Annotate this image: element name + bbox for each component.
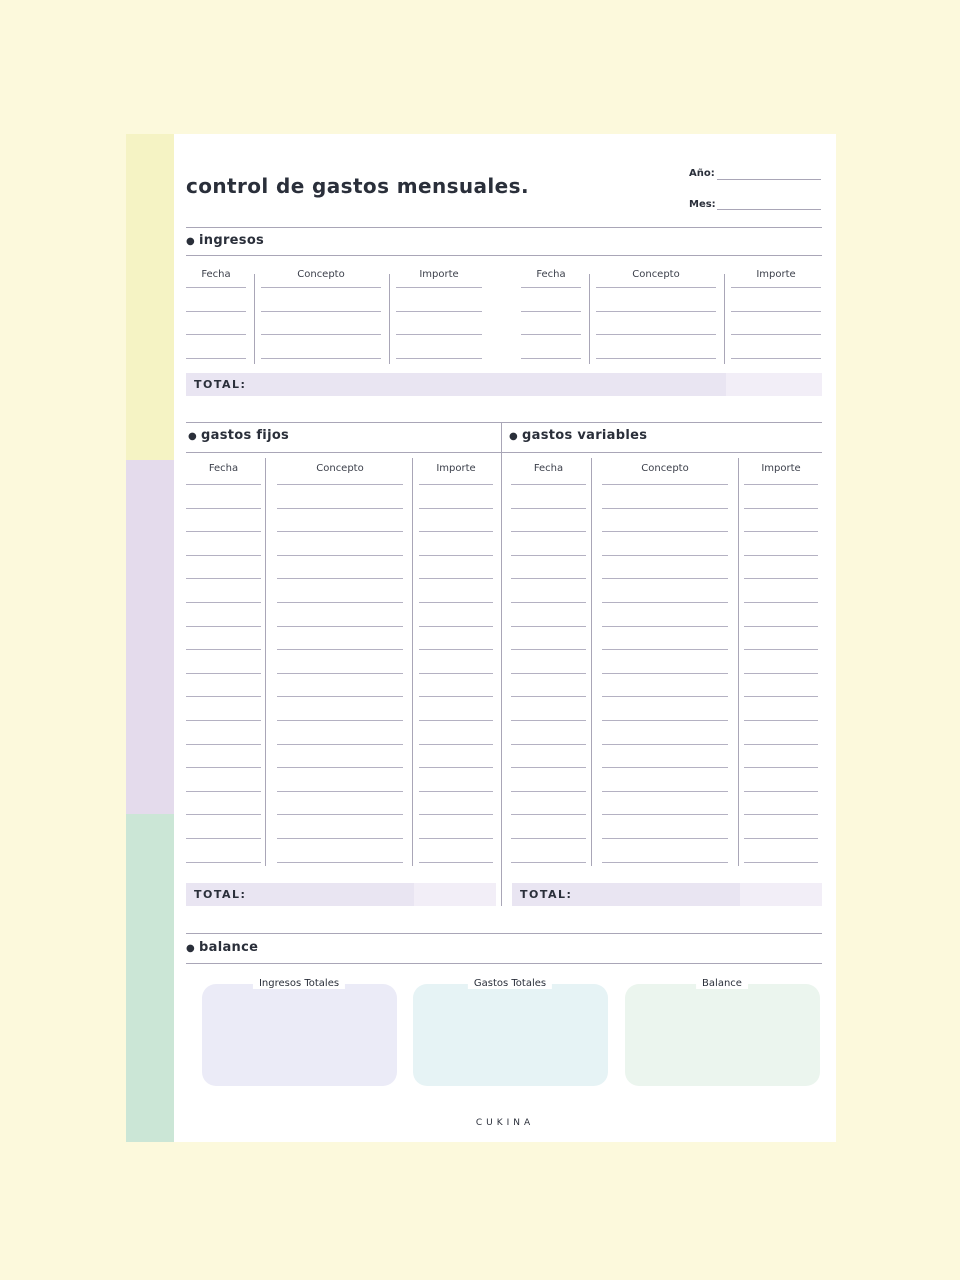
ingresos-row-line[interactable] bbox=[186, 287, 246, 288]
gastos-fijos-row-line[interactable] bbox=[186, 862, 261, 863]
ingresos-row-line[interactable] bbox=[396, 287, 482, 288]
gastos-fijos-row-line[interactable] bbox=[277, 555, 403, 556]
gastos-variables-row-line[interactable] bbox=[744, 720, 818, 721]
ingresos-row-line[interactable] bbox=[731, 358, 821, 359]
gastos-variables-row-line[interactable] bbox=[511, 602, 586, 603]
gastos-fijos-row-line[interactable] bbox=[277, 649, 403, 650]
total-label: TOTAL: bbox=[520, 888, 573, 901]
ingresos-col-concepto: Concepto bbox=[297, 269, 345, 280]
gastos-variables-row-line[interactable] bbox=[602, 578, 728, 579]
gastos-fijos-row-line[interactable] bbox=[419, 626, 493, 627]
gastos-variables-row-line[interactable] bbox=[511, 862, 586, 863]
gastos-variables-row-line[interactable] bbox=[511, 744, 586, 745]
gastos-variables-row-line[interactable] bbox=[602, 838, 728, 839]
total-label: TOTAL: bbox=[194, 378, 247, 391]
year-label: Año: bbox=[689, 168, 715, 179]
gastos-fijos-row-line[interactable] bbox=[277, 508, 403, 509]
gastos-variables-row-line[interactable] bbox=[744, 767, 818, 768]
gastos-fijos-row-line[interactable] bbox=[419, 720, 493, 721]
divider bbox=[186, 227, 822, 228]
gastos-variables-row-line[interactable] bbox=[602, 555, 728, 556]
gastos-fijos-row-line[interactable] bbox=[277, 838, 403, 839]
gastos-fijos-row-line[interactable] bbox=[419, 602, 493, 603]
gastos-fijos-row-line[interactable] bbox=[419, 862, 493, 863]
ingresos-column-divider bbox=[389, 274, 390, 364]
section-label: gastos variables bbox=[522, 428, 648, 443]
divider bbox=[186, 963, 822, 964]
gastos-variables-total-bar bbox=[512, 883, 740, 906]
ingresos-col-concepto: Concepto bbox=[632, 269, 680, 280]
ingresos-row-line[interactable] bbox=[261, 334, 381, 335]
ingresos-row-line[interactable] bbox=[731, 287, 821, 288]
ingresos-row-line[interactable] bbox=[596, 311, 716, 312]
gastos-variables-col-importe: Importe bbox=[761, 463, 801, 474]
gastos-fijos-row-line[interactable] bbox=[277, 626, 403, 627]
month-field[interactable] bbox=[717, 209, 821, 210]
ingresos-col-fecha: Fecha bbox=[536, 269, 566, 280]
month-label: Mes: bbox=[689, 199, 716, 210]
gastos-variables-row-line[interactable] bbox=[511, 626, 586, 627]
gastos-fijos-row-line[interactable] bbox=[277, 696, 403, 697]
ingresos-column-divider bbox=[254, 274, 255, 364]
gastos-fijos-row-line[interactable] bbox=[186, 696, 261, 697]
gastos-variables-row-line[interactable] bbox=[602, 531, 728, 532]
gastos-fijos-row-line[interactable] bbox=[186, 602, 261, 603]
gastos-fijos-row-line[interactable] bbox=[186, 814, 261, 815]
gastos-variables-row-line[interactable] bbox=[602, 602, 728, 603]
gastos-variables-column-divider bbox=[738, 458, 739, 866]
gastos-variables-row-line[interactable] bbox=[602, 673, 728, 674]
ingresos-row-line[interactable] bbox=[521, 334, 581, 335]
ingresos-total-bar bbox=[186, 373, 726, 396]
balance-box-label: Ingresos Totales bbox=[253, 978, 345, 989]
gastos-fijos-row-line[interactable] bbox=[186, 531, 261, 532]
gastos-variables-row-line[interactable] bbox=[511, 649, 586, 650]
gastos-variables-row-line[interactable] bbox=[511, 484, 586, 485]
ingresos-row-line[interactable] bbox=[521, 311, 581, 312]
ingresos-row-line[interactable] bbox=[261, 358, 381, 359]
gastos-fijos-row-line[interactable] bbox=[419, 484, 493, 485]
year-field[interactable] bbox=[717, 179, 821, 180]
ingresos-col-importe: Importe bbox=[419, 269, 459, 280]
gastos-variables-row-line[interactable] bbox=[744, 696, 818, 697]
section-label: balance bbox=[199, 940, 259, 955]
section-title-ingresos: ● ingresos bbox=[186, 233, 265, 248]
section-label: ingresos bbox=[199, 233, 265, 248]
ingresos-col-importe: Importe bbox=[756, 269, 796, 280]
divider bbox=[186, 933, 822, 934]
gastos-fijos-row-line[interactable] bbox=[419, 531, 493, 532]
gastos-variables-row-line[interactable] bbox=[744, 791, 818, 792]
gastos-fijos-column-divider bbox=[412, 458, 413, 866]
gastos-variables-row-line[interactable] bbox=[511, 720, 586, 721]
balance-box-balance[interactable] bbox=[625, 984, 820, 1086]
ingresos-row-line[interactable] bbox=[186, 334, 246, 335]
section-divider bbox=[501, 422, 502, 906]
gastos-variables-row-line[interactable] bbox=[602, 814, 728, 815]
gastos-fijos-row-line[interactable] bbox=[186, 484, 261, 485]
gastos-variables-row-line[interactable] bbox=[511, 767, 586, 768]
gastos-variables-col-fecha: Fecha bbox=[533, 463, 564, 474]
gastos-variables-row-line[interactable] bbox=[602, 791, 728, 792]
gastos-fijos-row-line[interactable] bbox=[419, 508, 493, 509]
gastos-variables-row-line[interactable] bbox=[511, 508, 586, 509]
page-title: control de gastos mensuales. bbox=[186, 174, 529, 198]
ingresos-row-line[interactable] bbox=[396, 358, 482, 359]
balance-box-gastos-totales[interactable] bbox=[413, 984, 608, 1086]
gastos-variables-row-line[interactable] bbox=[744, 649, 818, 650]
gastos-variables-column-divider bbox=[591, 458, 592, 866]
ingresos-row-line[interactable] bbox=[596, 358, 716, 359]
gastos-variables-row-line[interactable] bbox=[744, 555, 818, 556]
gastos-fijos-row-line[interactable] bbox=[419, 649, 493, 650]
gastos-variables-row-line[interactable] bbox=[602, 626, 728, 627]
ingresos-row-line[interactable] bbox=[596, 334, 716, 335]
divider bbox=[186, 255, 822, 256]
gastos-variables-row-line[interactable] bbox=[744, 626, 818, 627]
gastos-fijos-row-line[interactable] bbox=[186, 720, 261, 721]
balance-box-label: Balance bbox=[696, 978, 748, 989]
gastos-fijos-row-line[interactable] bbox=[277, 744, 403, 745]
gastos-fijos-total-bar bbox=[186, 883, 414, 906]
gastos-fijos-row-line[interactable] bbox=[277, 673, 403, 674]
gastos-fijos-row-line[interactable] bbox=[186, 649, 261, 650]
gastos-variables-row-line[interactable] bbox=[511, 578, 586, 579]
ingresos-row-line[interactable] bbox=[396, 311, 482, 312]
gastos-fijos-row-line[interactable] bbox=[419, 578, 493, 579]
gastos-fijos-row-line[interactable] bbox=[277, 531, 403, 532]
gastos-variables-row-line[interactable] bbox=[602, 649, 728, 650]
gastos-fijos-row-line[interactable] bbox=[186, 767, 261, 768]
gastos-fijos-row-line[interactable] bbox=[186, 578, 261, 579]
divider bbox=[186, 452, 822, 453]
total-label: TOTAL: bbox=[194, 888, 247, 901]
gastos-fijos-row-line[interactable] bbox=[419, 814, 493, 815]
gastos-fijos-column-divider bbox=[265, 458, 266, 866]
gastos-fijos-row-line[interactable] bbox=[419, 767, 493, 768]
gastos-fijos-row-line[interactable] bbox=[186, 673, 261, 674]
ingresos-row-line[interactable] bbox=[186, 311, 246, 312]
gastos-fijos-row-line[interactable] bbox=[186, 744, 261, 745]
gastos-variables-row-line[interactable] bbox=[602, 720, 728, 721]
ingresos-row-line[interactable] bbox=[261, 311, 381, 312]
gastos-fijos-row-line[interactable] bbox=[277, 791, 403, 792]
gastos-variables-row-line[interactable] bbox=[511, 531, 586, 532]
gastos-fijos-row-line[interactable] bbox=[186, 791, 261, 792]
gastos-fijos-row-line[interactable] bbox=[186, 508, 261, 509]
gastos-fijos-row-line[interactable] bbox=[419, 696, 493, 697]
ingresos-row-line[interactable] bbox=[596, 287, 716, 288]
ingresos-row-line[interactable] bbox=[396, 334, 482, 335]
color-strip-lilac bbox=[126, 460, 174, 814]
gastos-variables-row-line[interactable] bbox=[602, 862, 728, 863]
gastos-fijos-row-line[interactable] bbox=[186, 626, 261, 627]
ingresos-row-line[interactable] bbox=[731, 334, 821, 335]
gastos-variables-total-value[interactable] bbox=[740, 883, 822, 906]
gastos-fijos-row-line[interactable] bbox=[277, 862, 403, 863]
ingresos-row-line[interactable] bbox=[186, 358, 246, 359]
gastos-variables-row-line[interactable] bbox=[744, 862, 818, 863]
gastos-fijos-row-line[interactable] bbox=[277, 484, 403, 485]
brand-logo: CUKINA bbox=[475, 1118, 535, 1128]
gastos-fijos-col-importe: Importe bbox=[436, 463, 476, 474]
gastos-fijos-row-line[interactable] bbox=[277, 767, 403, 768]
balance-box-label: Gastos Totales bbox=[468, 978, 552, 989]
gastos-variables-row-line[interactable] bbox=[744, 531, 818, 532]
gastos-variables-row-line[interactable] bbox=[511, 673, 586, 674]
gastos-variables-row-line[interactable] bbox=[602, 696, 728, 697]
section-title-balance: ● balance bbox=[186, 940, 259, 955]
expense-sheet bbox=[174, 134, 836, 1142]
gastos-fijos-row-line[interactable] bbox=[186, 555, 261, 556]
gastos-fijos-row-line[interactable] bbox=[419, 791, 493, 792]
ingresos-row-line[interactable] bbox=[261, 287, 381, 288]
gastos-variables-row-line[interactable] bbox=[744, 484, 818, 485]
gastos-fijos-col-concepto: Concepto bbox=[316, 463, 364, 474]
gastos-fijos-row-line[interactable] bbox=[277, 602, 403, 603]
gastos-fijos-row-line[interactable] bbox=[277, 720, 403, 721]
gastos-fijos-row-line[interactable] bbox=[419, 838, 493, 839]
ingresos-column-divider bbox=[589, 274, 590, 364]
gastos-variables-row-line[interactable] bbox=[602, 744, 728, 745]
gastos-fijos-row-line[interactable] bbox=[419, 555, 493, 556]
gastos-variables-row-line[interactable] bbox=[602, 484, 728, 485]
gastos-fijos-row-line[interactable] bbox=[186, 838, 261, 839]
gastos-variables-row-line[interactable] bbox=[602, 508, 728, 509]
gastos-fijos-row-line[interactable] bbox=[277, 578, 403, 579]
color-strip-yellow bbox=[126, 134, 174, 460]
gastos-fijos-row-line[interactable] bbox=[419, 673, 493, 674]
gastos-variables-row-line[interactable] bbox=[744, 673, 818, 674]
ingresos-col-fecha: Fecha bbox=[201, 269, 231, 280]
gastos-variables-row-line[interactable] bbox=[744, 838, 818, 839]
gastos-variables-row-line[interactable] bbox=[511, 791, 586, 792]
gastos-variables-row-line[interactable] bbox=[511, 696, 586, 697]
color-strip-green bbox=[126, 814, 174, 1142]
ingresos-row-line[interactable] bbox=[521, 287, 581, 288]
gastos-fijos-total-value[interactable] bbox=[414, 883, 496, 906]
ingresos-column-divider bbox=[724, 274, 725, 364]
gastos-variables-row-line[interactable] bbox=[744, 602, 818, 603]
balance-box-ingresos-totales[interactable] bbox=[202, 984, 397, 1086]
ingresos-row-line[interactable] bbox=[521, 358, 581, 359]
gastos-variables-row-line[interactable] bbox=[511, 814, 586, 815]
gastos-variables-row-line[interactable] bbox=[602, 767, 728, 768]
ingresos-total-value[interactable] bbox=[726, 373, 822, 396]
gastos-variables-row-line[interactable] bbox=[744, 578, 818, 579]
gastos-variables-row-line[interactable] bbox=[744, 814, 818, 815]
section-title-gastos-fijos: ● gastos fijos bbox=[188, 428, 290, 443]
gastos-variables-row-line[interactable] bbox=[511, 555, 586, 556]
gastos-variables-row-line[interactable] bbox=[744, 744, 818, 745]
divider bbox=[186, 422, 822, 423]
gastos-fijos-row-line[interactable] bbox=[277, 814, 403, 815]
gastos-fijos-col-fecha: Fecha bbox=[208, 463, 239, 474]
gastos-variables-col-concepto: Concepto bbox=[641, 463, 689, 474]
gastos-variables-row-line[interactable] bbox=[744, 508, 818, 509]
ingresos-row-line[interactable] bbox=[731, 311, 821, 312]
section-label: gastos fijos bbox=[201, 428, 290, 443]
gastos-variables-row-line[interactable] bbox=[511, 838, 586, 839]
section-title-gastos-variables: ● gastos variables bbox=[509, 428, 648, 443]
gastos-fijos-row-line[interactable] bbox=[419, 744, 493, 745]
